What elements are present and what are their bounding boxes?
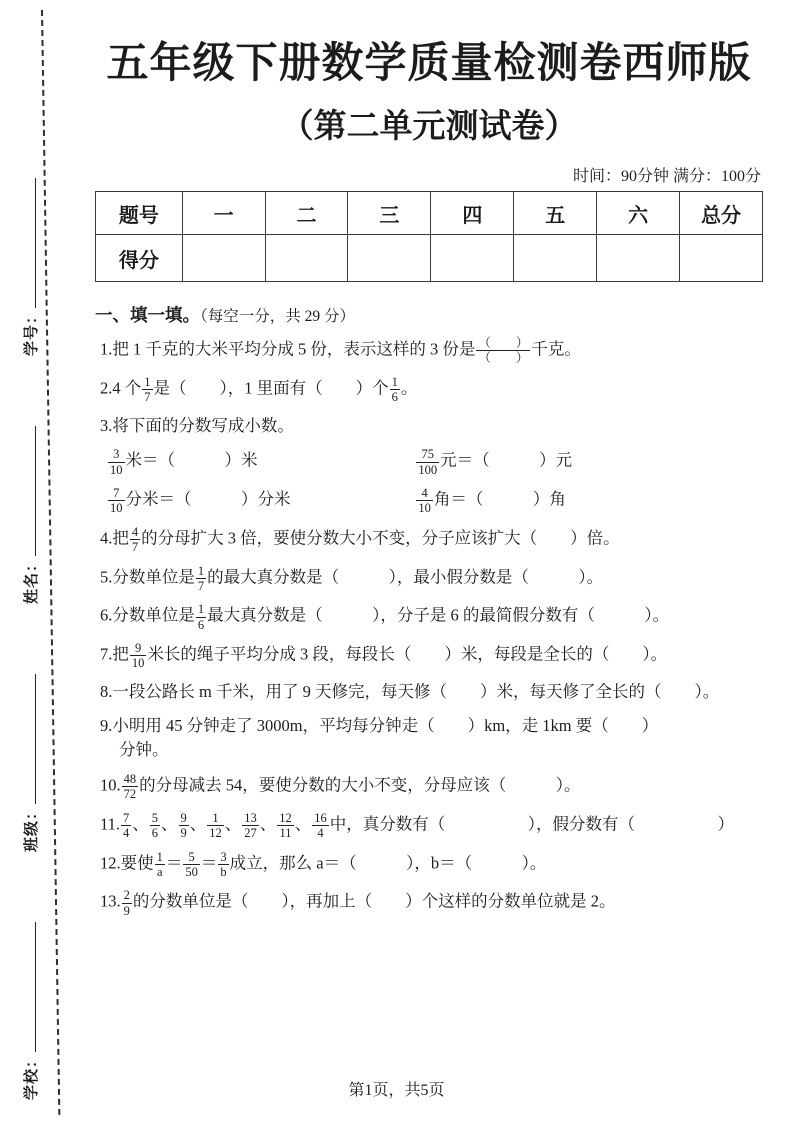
fraction-denominator: 27: [244, 826, 257, 841]
fraction-numerator: 5: [151, 810, 159, 825]
student-info-label: 学号：: [24, 307, 40, 356]
fraction: [179, 811, 189, 841]
fraction-numerator: 3: [108, 447, 125, 462]
question-text: 12.要使: [100, 853, 154, 873]
question-sub-item: [415, 486, 763, 516]
fraction-denominator: 72: [123, 787, 137, 802]
fraction-numerator: 4: [416, 486, 433, 501]
question-text: 8.一段公路长 m 千米，用了 9 天修完，每天修（ ）米，每天修了全长的（ ）。: [100, 681, 720, 701]
fraction-denominator: 9: [180, 826, 187, 841]
question-text: 是（ ），1 里面有（ ）个: [153, 378, 389, 398]
fraction-numerator: 48: [123, 772, 137, 786]
question-text: ＝: [200, 853, 218, 873]
fraction-denominator: b: [220, 864, 227, 879]
student-info-blank-line: [21, 178, 36, 308]
fraction: [108, 447, 125, 477]
student-info-field: [20, 674, 41, 852]
fraction: [390, 375, 400, 405]
fraction: [416, 447, 439, 477]
fraction-denominator: 4: [123, 826, 130, 841]
fraction-denominator: 9: [123, 903, 130, 918]
question-text: 的分母扩大 3 倍，要使分数大小不变，分子应该扩大（ ）倍。: [141, 528, 620, 548]
student-info-blank-line: [21, 426, 36, 556]
score-table-empty-cell: [514, 235, 597, 282]
questions: [95, 336, 763, 918]
fraction-numerator: 16: [314, 810, 327, 825]
fraction-denominator: 7: [197, 578, 205, 593]
question-line: [100, 564, 763, 594]
question-sub-row: [100, 447, 763, 477]
score-table-empty-cell: [265, 235, 348, 282]
score-table-row-label: 得分: [96, 235, 183, 282]
score-table-empty-cell: [182, 235, 265, 282]
fraction-numerator: 7: [108, 486, 125, 501]
question-text: 分米＝（ ）分米: [125, 489, 291, 509]
fraction-denominator: 4: [317, 826, 324, 841]
question-sub-item: [107, 447, 415, 477]
question-text: 4.把: [100, 528, 129, 548]
question-sub-item: [107, 486, 415, 516]
question-line: [100, 680, 763, 705]
question-text: 9.小明用 45 分钟走了 3000m，平均每分钟走（ ）km，走 1km 要（ ）: [100, 715, 659, 735]
fraction-numerator: 7: [123, 810, 130, 825]
score-table-empty-cell: [348, 235, 431, 282]
fraction-numerator: 1: [197, 602, 205, 617]
fraction: [277, 811, 294, 841]
time-score-meta: 时间：90分钟 满分：100分: [572, 168, 761, 185]
page-title: 五年级下册数学质量检测卷西师版: [106, 41, 752, 87]
question-text: 最大真分数是（ ），分子是 6 的最简假分数有（ ）。: [207, 605, 670, 625]
question-text: 的分数单位是（ ），再加上（ ）个这样的分数单位就是 2。: [132, 891, 616, 911]
score-table-column-header: 三: [348, 192, 431, 235]
score-table-score-row: [96, 235, 763, 282]
page-footer: 第1页，共5页: [348, 1082, 445, 1099]
question-text: 分钟。: [119, 740, 169, 760]
score-table-column-header: 六: [597, 192, 680, 235]
fraction-denominator: 6: [197, 617, 205, 632]
question-line: [100, 525, 763, 555]
page-subtitle: （第二单元测试卷）: [280, 109, 578, 145]
fraction-numerator: 4: [131, 524, 139, 539]
question-text: 。: [400, 378, 418, 398]
fraction: [150, 811, 160, 841]
fraction-denominator: 6: [391, 390, 398, 405]
question-text: 、: [224, 814, 242, 834]
question-line: [100, 414, 763, 439]
score-table-column-header: 一: [182, 192, 265, 235]
question-text: 米＝（ ）米: [125, 450, 258, 470]
question-line: [100, 888, 763, 918]
question-text: 5.分数单位是: [100, 567, 195, 587]
fraction-numerator: 9: [130, 641, 147, 656]
question-text: 角＝（ ）角: [433, 489, 566, 509]
fraction: [196, 602, 206, 632]
question-sub-item: [415, 447, 763, 477]
fraction-numerator: 12: [279, 810, 292, 825]
question-text: 中，真分数有（ ），假分数有（ ）: [329, 814, 735, 834]
student-info-label: 班级：: [24, 803, 40, 852]
score-table-column-header: 四: [431, 192, 514, 235]
question-line: [100, 602, 763, 632]
score-table-column-header: 五: [514, 192, 597, 235]
fraction: [121, 811, 131, 841]
fraction: [142, 375, 152, 405]
fraction-denominator: 50: [185, 864, 198, 879]
question-line: [100, 772, 763, 802]
student-info-field: [20, 922, 41, 1100]
fraction: [155, 850, 165, 880]
section-note: （每空一分，共 29 分）: [200, 308, 356, 325]
fraction-numerator: 13: [244, 810, 257, 825]
fraction-denominator: 7: [131, 540, 139, 555]
question-sub-row: [100, 486, 763, 516]
fraction-denominator: 12: [209, 826, 222, 841]
score-table-column-header: 二: [265, 192, 348, 235]
question-text: 2.4 个: [100, 378, 142, 398]
fraction: [207, 811, 224, 841]
question-text: 、: [132, 814, 149, 834]
fraction-denominator: 11: [279, 826, 292, 841]
section-title: 一、填一填。: [95, 305, 200, 325]
question-text: 成立，那么 a＝（ ），b＝（ ）。: [229, 853, 547, 873]
question-text: 的最大真分数是（ ），最小假分数是（ ）。: [207, 567, 604, 587]
binding-dashed-line: [41, 10, 60, 1115]
fraction: [122, 772, 139, 802]
question-text: 、: [161, 814, 178, 834]
question-line: [100, 641, 763, 671]
score-table-empty-cell: [680, 235, 763, 282]
fraction-denominator: 10: [110, 462, 123, 477]
question-line: [100, 811, 763, 841]
fraction: [242, 811, 259, 841]
fraction-denominator: 6: [151, 826, 159, 841]
fraction-numerator: 75: [416, 447, 439, 462]
fraction: [183, 850, 200, 880]
fraction-numerator: 1: [207, 811, 224, 826]
score-table: [95, 191, 763, 282]
fraction-numerator: （ ）: [478, 336, 529, 350]
fraction-numerator: 3: [220, 849, 227, 864]
fraction-numerator: 1: [197, 563, 205, 578]
fraction: [130, 641, 147, 671]
question-line: [100, 336, 763, 366]
question-text: 米长的绳子平均分成 3 段，每段长（ ）米，每段是全长的（ ）。: [147, 644, 668, 664]
question-text: 6.分数单位是: [100, 605, 195, 625]
score-table-column-header: 总分: [680, 192, 763, 235]
fraction: [312, 811, 329, 841]
question-text: 11.: [100, 814, 121, 834]
fraction-numerator: 1: [144, 374, 151, 389]
question-text: 、: [259, 814, 277, 834]
fraction: [122, 888, 132, 918]
score-table-header-label: 题号: [96, 192, 183, 235]
question-text: 10.: [100, 775, 121, 795]
question-text: 元＝（ ）元: [440, 450, 573, 470]
student-info-blank-line: [21, 674, 36, 804]
question-text: 的分母减去 54，要使分数的大小不变，分母应该（ ）。: [139, 775, 581, 795]
question-line: [100, 850, 763, 880]
fraction-numerator: 9: [180, 810, 187, 825]
fraction-numerator: 1: [391, 374, 398, 389]
fraction-denominator: （ ）: [478, 351, 529, 366]
exam-page: [95, 0, 763, 927]
fraction-numerator: 1: [156, 849, 163, 864]
fraction-denominator: 10: [418, 501, 431, 516]
fraction: [476, 336, 530, 366]
question-text: ＝: [165, 853, 183, 873]
student-info-label: 姓名：: [24, 555, 40, 604]
question-text: 千克。: [531, 339, 581, 359]
question-text: 1.把 1 千克的大米平均分成 5 份，表示这样的 3 份是: [100, 339, 476, 359]
fraction-denominator: 100: [418, 462, 438, 477]
student-info-field: [20, 426, 41, 604]
fraction: [196, 564, 206, 594]
question-text: 3.将下面的分数写成小数。: [100, 415, 294, 435]
score-table-header-row: [96, 192, 763, 235]
fraction: [108, 486, 125, 516]
fraction-numerator: 2: [123, 888, 130, 903]
fraction: [130, 525, 140, 555]
fraction: [416, 486, 433, 516]
fraction-denominator: a: [156, 864, 163, 879]
student-info-blank-line: [21, 922, 36, 1052]
question-line: [100, 375, 763, 405]
student-info-field: [20, 178, 41, 356]
question-text: 7.把: [100, 644, 129, 664]
student-info-strip: [19, 60, 41, 1100]
section-heading: [95, 302, 763, 327]
fraction-denominator: 10: [131, 656, 145, 671]
score-table-empty-cell: [597, 235, 680, 282]
question-text: 、: [294, 814, 312, 834]
fraction-denominator: 7: [144, 390, 151, 405]
question-line: [100, 714, 763, 764]
fraction-numerator: 5: [183, 850, 200, 865]
question-text: 13.: [100, 891, 121, 911]
fraction-denominator: 10: [110, 501, 123, 516]
student-info-label: 学校：: [24, 1051, 40, 1100]
question-text: 、: [189, 814, 207, 834]
fraction: [218, 850, 228, 880]
score-table-empty-cell: [431, 235, 514, 282]
